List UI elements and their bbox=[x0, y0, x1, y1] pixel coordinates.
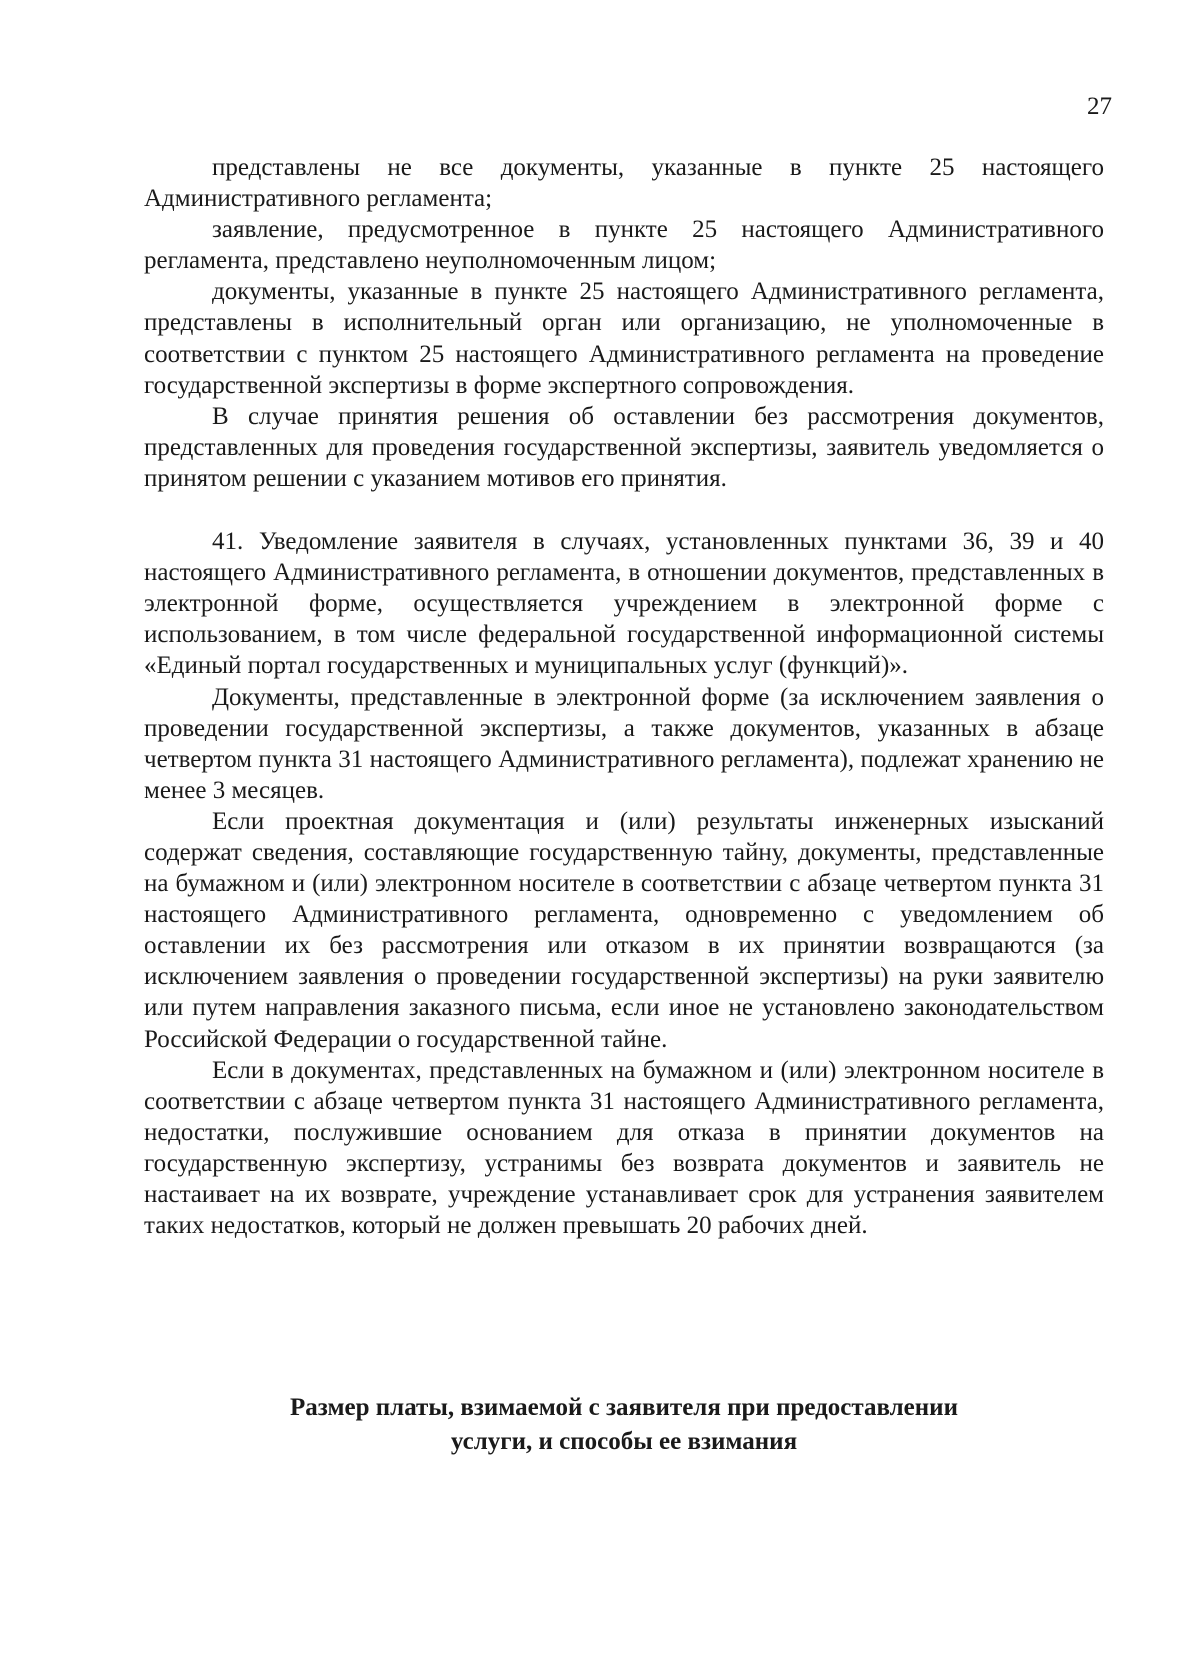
paragraph: Если в документах, представленных на бумажном и (или) электронном носителе в соответствии с абзаце четвертом пункта 31 настоящего Административного регламента, недостатки, послужившие основанием для отказа в принятии документов на государственную экспертизу, устранимы без возврата документов и заявитель не настаивает на их возврате, учреждение устанавливает срок для устранения заявителем таких недостатков, который не должен превышать 20 рабочих дней. bbox=[144, 1056, 1104, 1240]
page-number: 27 bbox=[1087, 93, 1112, 120]
paragraph: документы, указанные в пункте 25 настоящего Административного регламента, представлены в исполнительный орган или организацию, не уполномоченные в соответствии с пунктом 25 настоящего Административного регламента на проведение государственной экспертизы в форме экспертного сопровождения. bbox=[144, 278, 1104, 399]
body-text bbox=[144, 152, 1104, 1241]
section-heading-line: услуги, и способы ее взимания bbox=[450, 1428, 798, 1455]
section-heading-line: Размер платы, взимаемой с заявителя при предоставлении bbox=[290, 1394, 958, 1421]
paragraph: В случае принятия решения об оставлении без рассмотрения документов, представленных для проведения государственной экспертизы, заявитель уведомляется о принятом решении с указанием мотивов его принятия. bbox=[144, 402, 1104, 492]
paragraph: Если проектная документация и (или) результаты инженерных изысканий содержат сведения, составляющие государственную тайну, документы, представленные на бумажном и (или) электронном носителе в соответствии с абзаце четвертом пункта 31 настоящего Административного регламента, одновременно с уведомлением об оставлении их без рассмотрения или отказом в их принятии возвращаются (за исключением заявления о проведении государственной экспертизы) на руки заявителю или путем направления заказного письма, если иное не установлено законодательством Российской Федерации о государственной тайне. bbox=[144, 807, 1104, 1053]
paragraph: заявление, предусмотренное в пункте 25 настоящего Административного регламента, представлено неуполномоченным лицом; bbox=[144, 216, 1104, 275]
paragraph-item-41: 41. Уведомление заявителя в случаях, установленных пунктами 36, 39 и 40 настоящего Административного регламента, в отношении документов, представленных в электронной форме, осуществляется учреждением в электронной форме с использованием, в том числе федеральной государственной информационной системы «Единый портал государственных и муниципальных услуг (функций)». bbox=[144, 528, 1104, 680]
section-heading bbox=[144, 1391, 1104, 1459]
paragraph: Документы, представленные в электронной форме (за исключением заявления о проведении государственной экспертизы, а также документов, указанных в абзаце четвертом пункта 31 настоящего Административного регламента), подлежат хранению не менее 3 месяцев. bbox=[144, 683, 1104, 804]
paragraph: представлены не все документы, указанные в пункте 25 настоящего Административного регламента; bbox=[144, 154, 1104, 213]
